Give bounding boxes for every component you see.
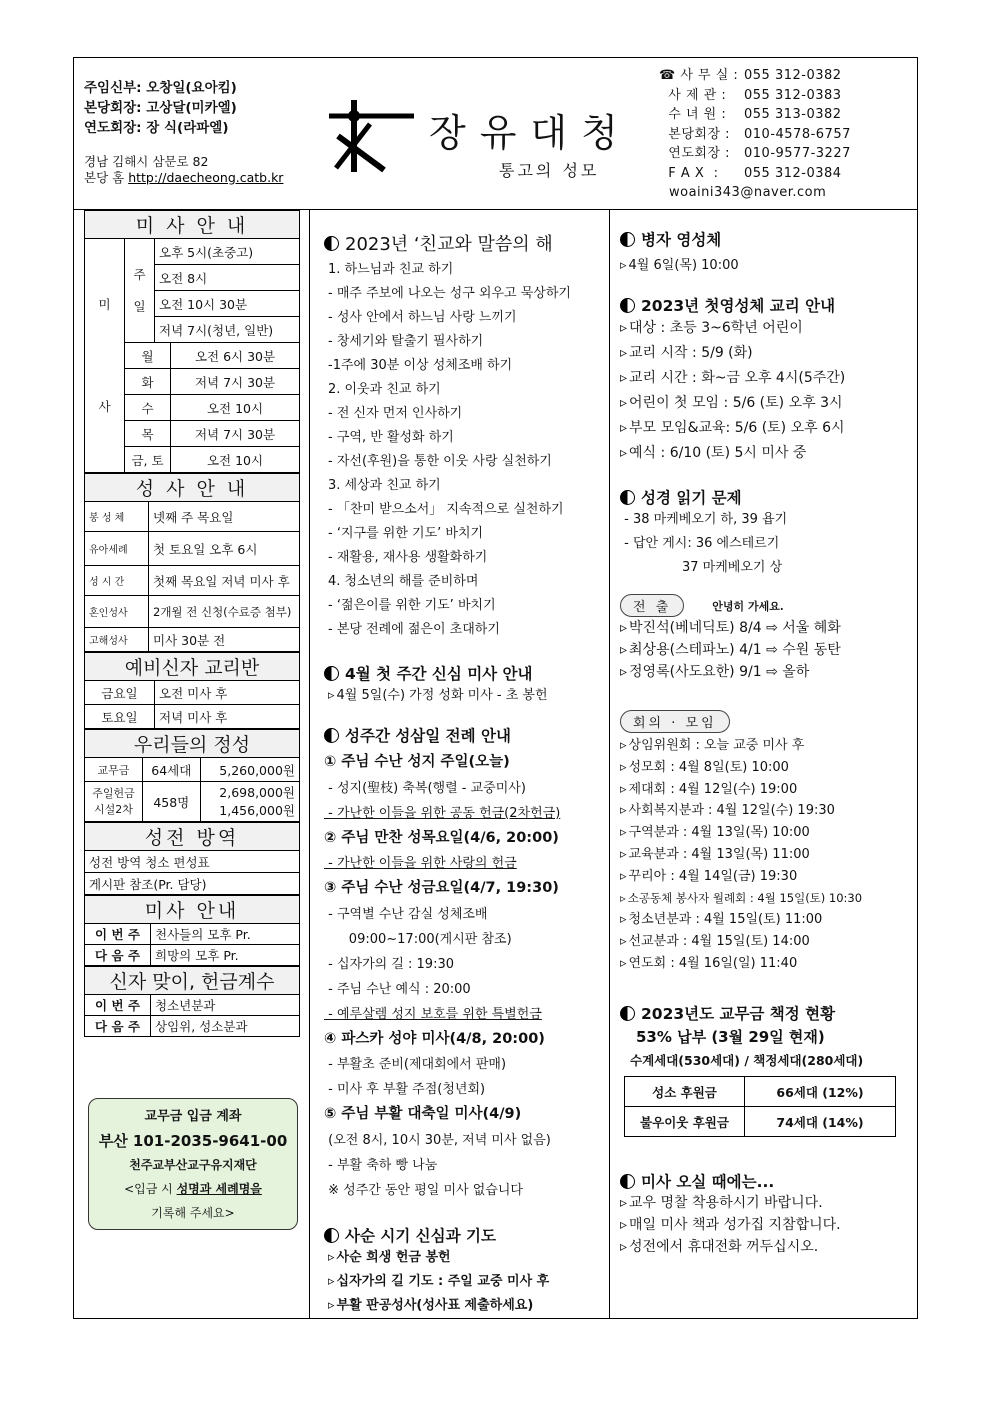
facility-label: 시설2차 [94,802,133,816]
meeting-line: ▹ 상임위원회 : 오늘 교중 미사 후 [620,735,862,757]
account-title: 교무금 입금 계좌 [144,1109,242,1124]
sunday-time: 오후 5시(초중고) [155,239,300,265]
bulletin-body [74,210,917,1318]
sacrament-name: 봉 성 체 [85,502,149,532]
middle-column [310,210,610,1318]
weekday: 금, 토 [125,447,171,473]
etiquette-line: ▹ 교우 명찰 착용하시기 바랍니다. [620,1192,841,1214]
bible-line: 37 마케베오기 상 [620,560,783,575]
arrow-right-icon: ⇨ [766,664,778,680]
holy-week-line: (오전 8시, 10시 30분, 저녁 미사 없음) [324,1132,551,1148]
catechumen-day: 토요일 [85,705,155,729]
transfer-dest: 서울 혜화 [782,620,841,636]
half-circle-icon [324,728,339,743]
facility-amount: 1,456,000원 [219,802,295,818]
meeting-line: ▹ 소공동체 봉사자 월례회 : 4월 15일(토) 10:30 [620,888,862,910]
holy-week-line: - 가난한 이들을 위한 사랑의 헌금 [324,856,517,871]
sunday-label: 주 일 [125,239,155,343]
quarantine-table [84,822,300,895]
half-circle-icon [620,232,635,247]
weekday-time: 저녁 7시 30분 [171,369,300,395]
account-box [88,1098,298,1230]
holy-week-line: - 부활초 준비(제대회에서 판매) [324,1057,507,1072]
half-circle-icon [324,236,339,251]
mass-etiquette-title: 미사 오실 때에는... [641,1173,775,1191]
year-line: 2. 이웃과 친교 하기 [328,382,441,397]
tithe-amount: 5,260,000원 [200,758,299,782]
contact-row: 수 녀 원 : 055 313-0382 [659,107,842,122]
half-circle-icon [620,490,635,505]
quarantine-title: 성전 방역 [85,823,300,851]
account-note-emphasis: 성명과 세례명을 [176,1182,262,1196]
transfer-dest: 올하 [782,664,810,680]
meeting-section [620,710,862,975]
bulletin-title: 장유대청 [429,111,632,155]
account-note: <입금 시 [124,1182,177,1196]
weekday-time: 오전 10시 [171,395,300,421]
lent-section [324,1224,549,1318]
arrow-right-icon: ⇨ [766,620,778,636]
mass-title: 미 사 안 내 [85,211,300,239]
catechumen-title: 예비신자 교리반 [85,653,300,681]
contact-row: 본당회장 : 010-4578-6757 [659,126,851,142]
tithe-percentage: 53% 납부 (3월 29일 현재) [636,1028,825,1046]
catechumen-time: 오전 미사 후 [155,681,300,705]
april-title: 4월 첫 주간 신심 미사 안내 [345,665,533,683]
meeting-pill: 회의 · 모임 [620,710,730,733]
bulletin-subtitle: 통고의 성모 [499,161,600,180]
address-block [84,154,283,186]
april-line: ▹ 4월 5일(수) 가정 성화 미사 - 초 봉헌 [324,684,548,708]
transfer-name: 박진석(베네딕토) 8/4 [629,620,762,636]
sacrament-desc: 미사 30분 전 [149,628,300,652]
duty-week-value: 천사들의 모후 Pr. [151,924,300,945]
year-line: - 창세기와 탈출기 필사하기 [328,334,484,349]
communion-line: ▹ 대상 : 초등 3~6학년 어린이 [620,316,845,341]
tithe-table-label: 성소 후원금 [625,1077,745,1107]
meeting-line: ▹ 청소년분과 : 4월 15일(토) 11:00 [620,909,862,931]
meeting-line: ▹ 사회복지분과 : 4월 12일(수) 19:30 [620,800,862,822]
bible-title: 성경 읽기 문제 [641,489,742,507]
tithe-households: 64세대 [143,758,201,782]
sick-line: ▹ 4월 6일(목) 10:00 [620,254,739,278]
sunday-offering-amount: 2,698,000원 [219,784,295,800]
catechumen-table [84,652,300,729]
year-line: 1. 하느님과 친교 하기 [328,262,454,277]
contact-row: 사 제 관 : 055 312-0383 [659,87,842,103]
year-line: - 재활용, 재사용 생활화하기 [328,550,488,565]
april-section [324,662,548,708]
half-circle-icon [324,1228,339,1243]
transfer-greeting: 안녕히 가세요. [712,599,784,613]
transfer-name: 최상용(스테파노) 4/1 [629,642,762,658]
holy-week-heading: ③ 주님 수난 성금요일(4/7, 19:30) [324,880,559,896]
year-line: -1주에 30분 이상 성체조배 하기 [328,358,513,373]
catechumen-time: 저녁 미사 후 [155,705,300,729]
contact-row: 연도회장 : 010-9577-3227 [659,146,851,161]
communion-line: ▹ 어린이 첫 모임 : 5/6 (토) 오후 3시 [620,391,845,416]
sunday-time: 오전 8시 [155,265,300,291]
bible-section [620,486,787,580]
holy-week-list [324,750,560,1203]
meeting-line: ▹ 선교분과 : 4월 15일(토) 14:00 [620,931,862,953]
holy-week-section [324,724,560,1203]
welcome-week-label: 다 음 주 [85,1016,151,1037]
year-line: - 본당 전례에 젊은이 초대하기 [328,622,500,637]
half-circle-icon [324,666,339,681]
half-circle-icon [620,298,635,313]
offering-title: 우리들의 정성 [85,730,300,758]
year-line: - 매주 주보에 나오는 성구 외우고 묵상하기 [328,286,571,301]
welcome-title: 신자 맞이, 헌금계수 [85,967,300,995]
contact-row: F A X : 055 312-0384 [659,165,842,181]
sick-title: 병자 영성체 [641,231,722,249]
mass-schedule-table [84,210,300,473]
contact-row: ☎ 사 무 실 : 055 312-0382 [659,68,842,83]
weekday-time: 오전 10시 [171,447,300,473]
left-column [74,210,310,1318]
mass-side-label: 미 사 [85,239,125,473]
communion-line: ▹ 부모 모임&교육: 5/6 (토) 오후 6시 [620,416,845,441]
sacrament-desc: 넷째 주 목요일 [149,502,300,532]
holy-week-line: - 십자가의 길 : 19:30 [324,956,454,972]
holy-week-heading: ④ 파스카 성야 미사(4/8, 20:00) [324,1030,545,1047]
etiquette-line: ▹ 성전에서 휴대전화 꺼두십시오. [620,1236,841,1258]
sacrament-title: 성 사 안 내 [85,474,300,502]
holy-week-line: 09:00~17:00(게시판 참조) [324,931,512,947]
sunday-time: 저녁 7시(청년, 일반) [155,317,300,343]
clergy-info [84,78,237,138]
tithe-table [624,1076,896,1137]
sunday-time: 오전 10시 30분 [155,291,300,317]
mass-duty-title: 미사 안내 [85,896,300,924]
transfer-section [620,594,841,683]
account-number: 부산 101-2035-9641-00 [98,1132,288,1150]
account-note2: 기록해 주세요> [151,1206,235,1220]
holy-week-line: - 구역별 수난 감실 성체조배 [324,906,488,922]
mass-duty-table [84,895,300,966]
weekday-time: 저녁 7시 30분 [171,421,300,447]
holy-week-line: - 성지(聖枝) 축복(행렬 - 교중미사) [324,780,526,796]
address: 경남 김해시 삼문로 82 [84,154,209,169]
church-logo-icon [324,96,419,176]
bible-line: - 38 마케베오기 하, 39 욥기 [620,512,788,527]
year-line: - ‘젊은이를 위한 기도’ 바치기 [328,598,496,613]
offering-table [84,729,300,822]
year-line: - 「찬미 받으소서」 지속적으로 실천하기 [328,502,564,517]
tithe-title: 2023년도 교무금 책정 현황 [641,1005,836,1023]
account-owner: 천주교부산교구유지재단 [129,1158,257,1172]
chair-line: 본당회장: 고상달(미카엘) [84,100,237,116]
lent-line: ▹ 사순 희생 헌금 봉헌 [324,1246,549,1270]
weekday: 월 [125,343,171,369]
tithe-table-value: 74세대 (14%) [745,1107,896,1137]
year-section [324,230,571,642]
communion-line: ▹ 교리 시간 : 화~금 오후 4시(5주간) [620,366,845,391]
year-line: - 자선(후원)을 통한 이웃 사랑 실천하기 [328,454,552,469]
meeting-line: ▹ 성모회 : 4월 8일(토) 10:00 [620,757,862,779]
tithe-section [620,1002,896,1137]
contact-list [659,66,851,203]
welcome-week-label: 이 번 주 [85,995,151,1016]
arrow-right-icon: ⇨ [766,642,778,658]
duty-week-label: 이 번 주 [85,924,151,945]
half-circle-icon [620,1006,635,1021]
duty-week-value: 희망의 모후 Pr. [151,945,300,966]
communion-line: ▹ 교리 시작 : 5/9 (화) [620,341,845,366]
weekday-time: 오전 6시 30분 [171,343,300,369]
sacrament-desc: 첫째 목요일 저녁 미사 후 [149,566,300,596]
header [74,58,917,210]
transfer-dest: 수원 동탄 [782,642,841,658]
holy-week-title: 성주간 성삼일 전례 안내 [345,727,511,745]
welcome-week-value: 상임위, 성소분과 [151,1016,300,1037]
tithe-label: 교무금 [85,758,143,782]
priest-line: 주임신부: 오창일(요아킴) [84,80,237,96]
holy-week-line: - 부활 축하 빵 나눔 [324,1157,438,1173]
sacrament-desc: 2개월 전 신청(수료증 첨부) [149,596,300,628]
sacrament-name: 성 시 간 [85,566,149,596]
lent-line: ▹ 부활 판공성사(성사표 제출하세요) [324,1294,549,1318]
year-title: 2023년 ‘친교와 말씀의 해 [345,234,553,255]
holy-week-line: ※ 성주간 동안 평일 미사 없습니다 [324,1182,523,1198]
etiquette-line: ▹ 매일 미사 책과 성가집 지참합니다. [620,1214,841,1236]
holy-week-line: - 주님 수난 예식 : 20:00 [324,981,471,997]
meeting-line: ▹ 구역분과 : 4월 13일(목) 10:00 [620,822,862,844]
quarantine-line: 성전 방역 청소 편성표 [85,851,300,873]
welcome-table [84,966,300,1037]
welcome-week-value: 청소년분과 [151,995,300,1016]
holy-week-heading: ① 주님 수난 성지 주일(오늘) [324,754,510,770]
lent-title: 사순 시기 신심과 기도 [345,1227,496,1245]
sacrament-name: 유아세례 [85,532,149,566]
year-line: - 성사 안에서 하느님 사랑 느끼기 [328,310,517,325]
holy-week-line: - 예루살렘 성지 보호를 위한 특별헌금 [324,1006,542,1022]
sacrament-desc: 첫 토요일 오후 6시 [149,532,300,566]
holy-week-line: - 미사 후 부활 주점(청년회) [324,1082,486,1097]
half-circle-icon [620,1174,635,1189]
sacrament-name: 혼인성사 [85,596,149,628]
tithe-table-value: 66세대 (12%) [745,1077,896,1107]
meeting-line: ▹ 제대회 : 4월 12일(수) 19:00 [620,779,862,801]
tithe-table-label: 불우이웃 후원금 [625,1107,745,1137]
holy-week-heading: ② 주님 만찬 성목요일(4/6, 20:00) [324,829,559,846]
catechumen-day: 금요일 [85,681,155,705]
communion-title: 2023년 첫영성체 교리 안내 [641,297,836,315]
weekday: 수 [125,395,171,421]
contact-email: woaini343@naver.com [669,185,827,200]
communion-section [620,294,845,466]
sunday-offering-label: 주일헌금 [92,786,135,800]
tithe-subtitle: 수계세대(530세대) / 책정세대(280세대) [630,1053,864,1068]
home-link[interactable]: http://daecheong.catb.kr [128,170,284,185]
holy-week-heading: ⑤ 주님 부활 대축일 미사(4/9) [324,1106,522,1122]
year-line: 4. 청소년의 해를 준비하며 [328,574,479,589]
mass-etiquette-section [620,1170,841,1258]
meeting-line: ▹ 연도회 : 4월 16일(일) 11:40 [620,953,862,975]
sacrament-name: 고해성사 [85,628,149,652]
transfer-pill: 전 출 [620,594,684,617]
sacrament-table [84,473,300,652]
year-line: - ‘지구를 위한 기도’ 바치기 [328,526,484,541]
year-line: - 구역, 반 활성화 하기 [328,430,454,445]
lent-line: ▹ 십자가의 길 기도 : 주일 교중 미사 후 [324,1270,549,1294]
bible-line: - 답안 게시: 36 에스테르기 [620,536,780,551]
meeting-line: ▹ 꾸리아 : 4월 14일(금) 19:30 [620,866,862,888]
bulletin-page [73,57,918,1319]
duty-week-label: 다 음 주 [85,945,151,966]
communion-line: ▹ 예식 : 6/10 (토) 5시 미사 중 [620,441,845,466]
meeting-line: ▹ 교육분과 : 4월 13일(목) 11:00 [620,844,862,866]
weekday: 목 [125,421,171,447]
weekday: 화 [125,369,171,395]
offering-count: 458명 [143,782,201,822]
year-line: - 전 신자 먼저 인사하기 [328,406,463,421]
year-line: 3. 세상과 친교 하기 [328,478,441,493]
chair2-line: 연도회장: 장 식(라파엘) [84,120,229,136]
transfer-name: 정영록(사도요한) 9/1 [629,664,762,680]
quarantine-line: 게시판 참조(Pr. 담당) [85,873,300,895]
sick-section [620,228,739,278]
home-label: 본당 홈 [84,170,125,185]
right-column [610,210,917,1318]
holy-week-line: - 가난한 이들을 위한 공동 헌금(2차헌금) [324,805,561,821]
